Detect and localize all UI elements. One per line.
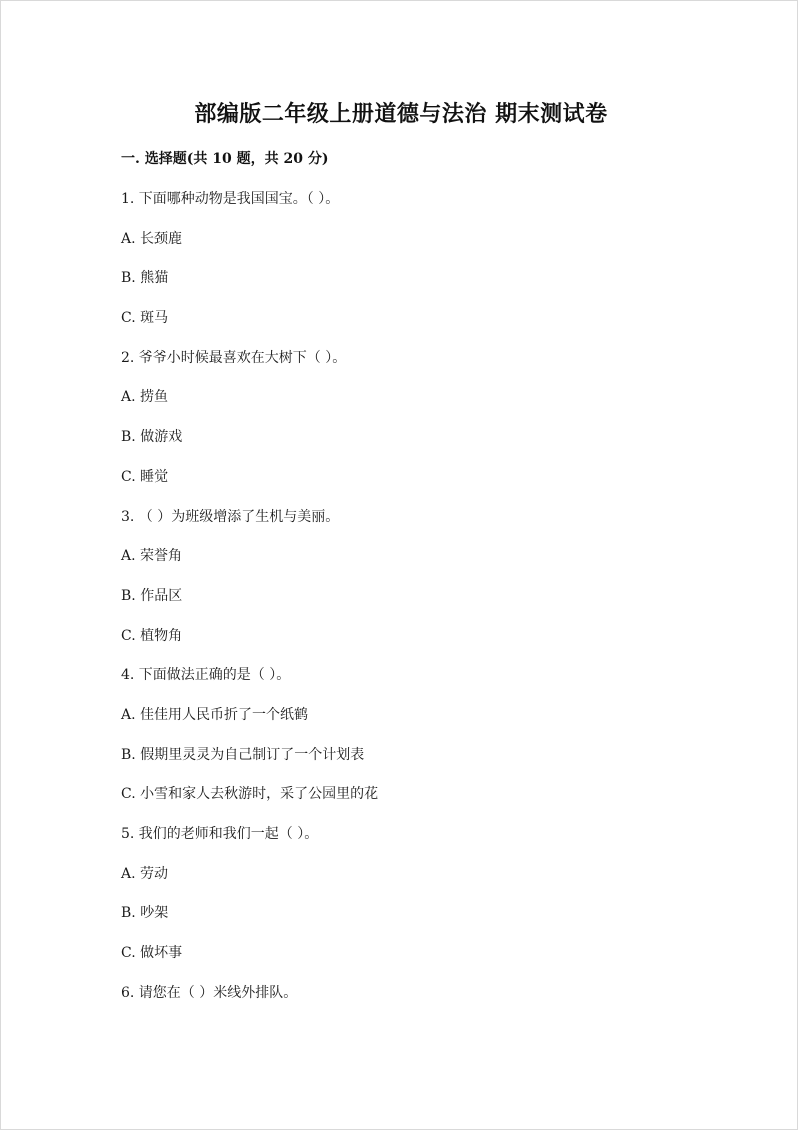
question-6-stem: 6. 请您在（ ）米线外排队。	[121, 984, 298, 1001]
question-3-option-b: B. 作品区	[121, 587, 183, 604]
question-5-stem: 5. 我们的老师和我们一起（ ）。	[121, 826, 319, 842]
question-1-stem: 1. 下面哪种动物是我国国宝。（ ）。	[121, 191, 340, 207]
question-2-option-a: A. 捞鱼	[121, 389, 169, 406]
question-4-option-b: B. 假期里灵灵为自己制订了一个计划表	[121, 746, 365, 763]
question-4-stem: 4. 下面做法正确的是（ ）。	[121, 667, 291, 684]
question-3-option-a: A. 荣誉角	[121, 548, 183, 565]
question-3-stem: 3. （ ）为班级增添了生机与美丽。	[121, 508, 340, 525]
question-5-option-b: B. 吵架	[121, 905, 169, 922]
question-1-option-a: A. 长颈鹿	[121, 230, 183, 247]
question-4-option-a: A. 佳佳用人民币折了一个纸鹤	[121, 706, 309, 723]
question-4-option-c: C. 小雪和家人去秋游时，采了公园里的花	[121, 786, 379, 803]
question-5-option-a: A. 劳动	[121, 865, 169, 882]
question-list	[121, 187, 721, 1020]
question-3-option-c: C. 植物角	[121, 627, 183, 644]
section-heading: 一. 选择题(共 10 题，共 20 分)	[121, 151, 329, 167]
question-2-stem: 2. 爷爷小时候最喜欢在大树下（ ）。	[121, 349, 347, 366]
question-5-option-c: C. 做坏事	[121, 945, 183, 962]
question-1-option-c: C. 斑马	[121, 310, 169, 327]
document-title: 部编版二年级上册道德与法治 期末测试卷	[194, 101, 608, 127]
question-2-option-c: C. 睡觉	[121, 468, 169, 485]
question-2-option-b: B. 做游戏	[121, 429, 183, 446]
question-1-option-b: B. 熊猫	[121, 270, 169, 287]
